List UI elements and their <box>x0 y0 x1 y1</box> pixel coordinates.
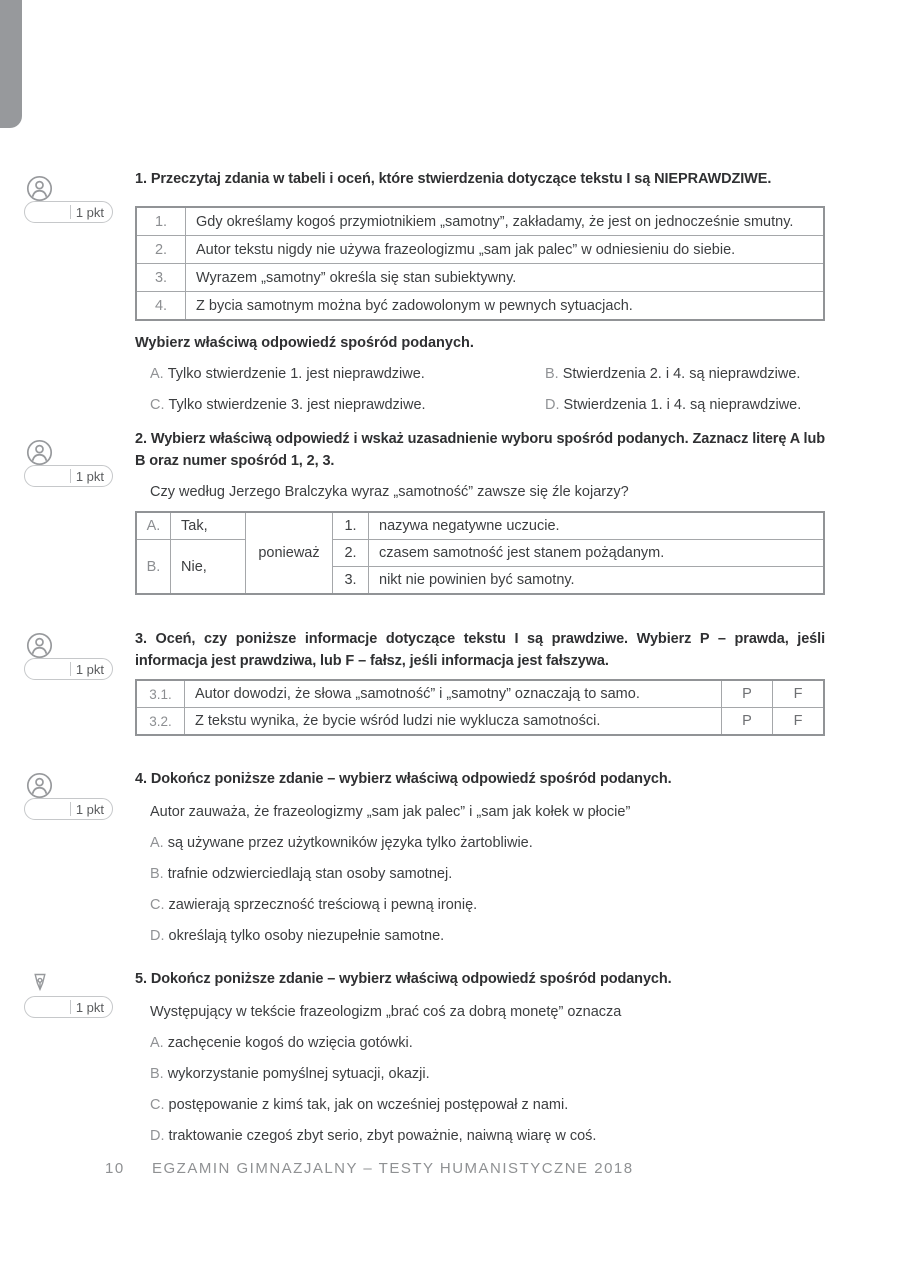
question-2-intro: Czy według Jerzego Bralczyka wyraz „samotność” zawsze się źle kojarzy? <box>150 484 629 500</box>
option-letter: C. <box>150 1097 165 1113</box>
row-number: 2. <box>136 236 186 264</box>
pen-nib-icon <box>28 970 55 997</box>
points-label: 1 pkt <box>75 468 104 484</box>
answer-letter: B. <box>136 540 171 595</box>
question-4 <box>135 768 825 946</box>
question-3 <box>135 628 825 736</box>
option-a <box>135 1033 825 1053</box>
reason-text: czasem samotność jest stanem pożądanym. <box>369 540 825 567</box>
row-text: Z bycia samotnym można być zadowolonym w pewnych sytuacjach. <box>186 292 825 321</box>
option-text: określają tylko osoby niezupełnie samotne. <box>168 928 445 944</box>
person-icon <box>26 175 53 202</box>
reason-number: 3. <box>333 567 369 595</box>
answer-justification-table <box>135 511 825 595</box>
option-letter: C. <box>150 897 165 913</box>
option-text: Tylko stwierdzenie 1. jest nieprawdziwe. <box>167 366 425 382</box>
option-letter: D. <box>545 397 560 413</box>
table-row <box>136 680 824 708</box>
question-2 <box>135 428 825 595</box>
option-letter: B. <box>150 1066 164 1082</box>
row-number: 1. <box>136 207 186 236</box>
true-cell: P <box>722 680 773 708</box>
points-label: 1 pkt <box>75 204 104 220</box>
points-badge <box>24 201 113 223</box>
person-icon <box>26 632 53 659</box>
table-row <box>136 292 824 321</box>
reason-text: nikt nie powinien być samotny. <box>369 567 825 595</box>
row-number: 3. <box>136 264 186 292</box>
option-text: Stwierdzenia 2. i 4. są nieprawdziwe. <box>562 366 801 382</box>
row-text: Z tekstu wynika, że bycie wśród ludzi nie wyklucza samotności. <box>185 708 722 736</box>
points-label: 1 pkt <box>75 661 104 677</box>
connector-cell: ponieważ <box>246 512 333 594</box>
option-letter: D. <box>150 928 165 944</box>
options-row <box>135 395 825 415</box>
page-number: 10 <box>105 1160 125 1177</box>
option-a <box>135 833 825 853</box>
question-1 <box>135 168 825 415</box>
option-c <box>135 395 530 415</box>
row-text: Autor tekstu nigdy nie używa frazeologizmu „sam jak palec” w odniesieniu do siebie. <box>186 236 825 264</box>
question-5 <box>135 968 825 1146</box>
answer-letter: A. <box>136 512 171 540</box>
question-2-heading: 2. Wybierz właściwą odpowiedź i wskaż uzasadnienie wyboru spośród podanych. Zaznacz literę A lub B oraz numer spośród 1, 2, 3. <box>135 431 825 469</box>
points-label: 1 pkt <box>75 999 104 1015</box>
option-letter: A. <box>150 1035 164 1051</box>
option-text: Stwierdzenia 1. i 4. są nieprawdziwe. <box>563 397 802 413</box>
false-cell: F <box>773 708 825 736</box>
option-c <box>135 895 825 915</box>
table-row <box>136 236 824 264</box>
false-cell: F <box>773 680 825 708</box>
table-row <box>136 207 824 236</box>
question-1-heading: 1. Przeczytaj zdania w tabeli i oceń, które stwierdzenia dotyczące tekstu I są NIEPRAWDZIWE. <box>135 171 772 187</box>
points-badge <box>24 798 113 820</box>
option-text: są używane przez użytkowników języka tylko żartobliwie. <box>167 835 533 851</box>
question-5-stem: Występujący w tekście frazeologizm „brać coś za dobrą monetę” oznacza <box>150 1004 622 1020</box>
option-text: Tylko stwierdzenie 3. jest nieprawdziwe. <box>168 397 426 413</box>
table-row <box>136 708 824 736</box>
option-text: zachęcenie kogoś do wzięcia gotówki. <box>167 1035 413 1051</box>
statements-table <box>135 206 825 321</box>
row-id: 3.2. <box>136 708 185 736</box>
answer-word: Tak, <box>171 512 246 540</box>
reason-number: 2. <box>333 540 369 567</box>
option-b <box>135 1064 825 1084</box>
points-badge-divider <box>70 1000 71 1014</box>
options-list <box>135 1033 825 1146</box>
option-letter: D. <box>150 1128 165 1144</box>
points-badge <box>24 996 113 1018</box>
row-number: 4. <box>136 292 186 321</box>
option-d <box>135 1126 825 1146</box>
footer-title: EGZAMIN GIMNAZJALNY – TESTY HUMANISTYCZNE 2018 <box>152 1160 634 1177</box>
option-a <box>135 364 530 384</box>
option-text: zawierają sprzeczność treściową i pewną ironię. <box>168 897 478 913</box>
option-d <box>135 926 825 946</box>
option-text: postępowanie z kimś tak, jak on wcześniej postępował z nami. <box>168 1097 569 1113</box>
option-letter: A. <box>150 835 164 851</box>
row-text: Gdy określamy kogoś przymiotnikiem „samotny”, zakładamy, że jest on jednocześnie smutny. <box>186 207 825 236</box>
question-4-stem: Autor zauważa, że frazeologizmy „sam jak palec” i „sam jak kołek w płocie” <box>150 804 631 820</box>
row-text: Wyrazem „samotny” określa się stan subiektywny. <box>186 264 825 292</box>
points-badge-divider <box>70 802 71 816</box>
page-corner-tab <box>0 0 22 128</box>
points-label: 1 pkt <box>75 801 104 817</box>
points-badge-divider <box>70 205 71 219</box>
option-c <box>135 1095 825 1115</box>
question-5-heading: 5. Dokończ poniższe zdanie – wybierz właściwą odpowiedź spośród podanych. <box>135 971 672 987</box>
points-badge-divider <box>70 469 71 483</box>
option-d <box>530 395 801 415</box>
options-row <box>135 364 825 384</box>
reason-number: 1. <box>333 512 369 540</box>
points-badge <box>24 658 113 680</box>
choose-answer-label: Wybierz właściwą odpowiedź spośród podanych. <box>135 335 474 351</box>
option-b <box>135 864 825 884</box>
row-id: 3.1. <box>136 680 185 708</box>
row-text: Autor dowodzi, że słowa „samotność” i „samotny” oznaczają to samo. <box>185 680 722 708</box>
points-badge <box>24 465 113 487</box>
option-letter: B. <box>545 366 559 382</box>
option-text: traktowanie czegoś zbyt serio, zbyt poważnie, naiwną wiarę w coś. <box>168 1128 597 1144</box>
table-row <box>136 264 824 292</box>
option-b <box>530 364 800 384</box>
options-list <box>135 833 825 946</box>
reason-text: nazywa negatywne uczucie. <box>369 512 825 540</box>
table-row <box>136 512 824 540</box>
points-badge-divider <box>70 662 71 676</box>
question-3-heading: 3. Oceń, czy poniższe informacje dotyczące tekstu I są prawdziwe. Wybierz P – prawda, jeśli informacja jest prawdziwa, lub F – fałsz, jeśli informacja jest fałszywa. <box>135 631 825 669</box>
option-letter: A. <box>150 366 164 382</box>
option-letter: B. <box>150 866 164 882</box>
question-4-heading: 4. Dokończ poniższe zdanie – wybierz właściwą odpowiedź spośród podanych. <box>135 771 672 787</box>
true-false-table <box>135 679 825 736</box>
option-text: trafnie odzwierciedlają stan osoby samotnej. <box>167 866 453 882</box>
person-icon <box>26 772 53 799</box>
option-letter: C. <box>150 397 165 413</box>
table-row <box>136 540 824 567</box>
answer-word: Nie, <box>171 540 246 595</box>
person-icon <box>26 439 53 466</box>
true-cell: P <box>722 708 773 736</box>
option-text: wykorzystanie pomyślnej sytuacji, okazji. <box>167 1066 430 1082</box>
